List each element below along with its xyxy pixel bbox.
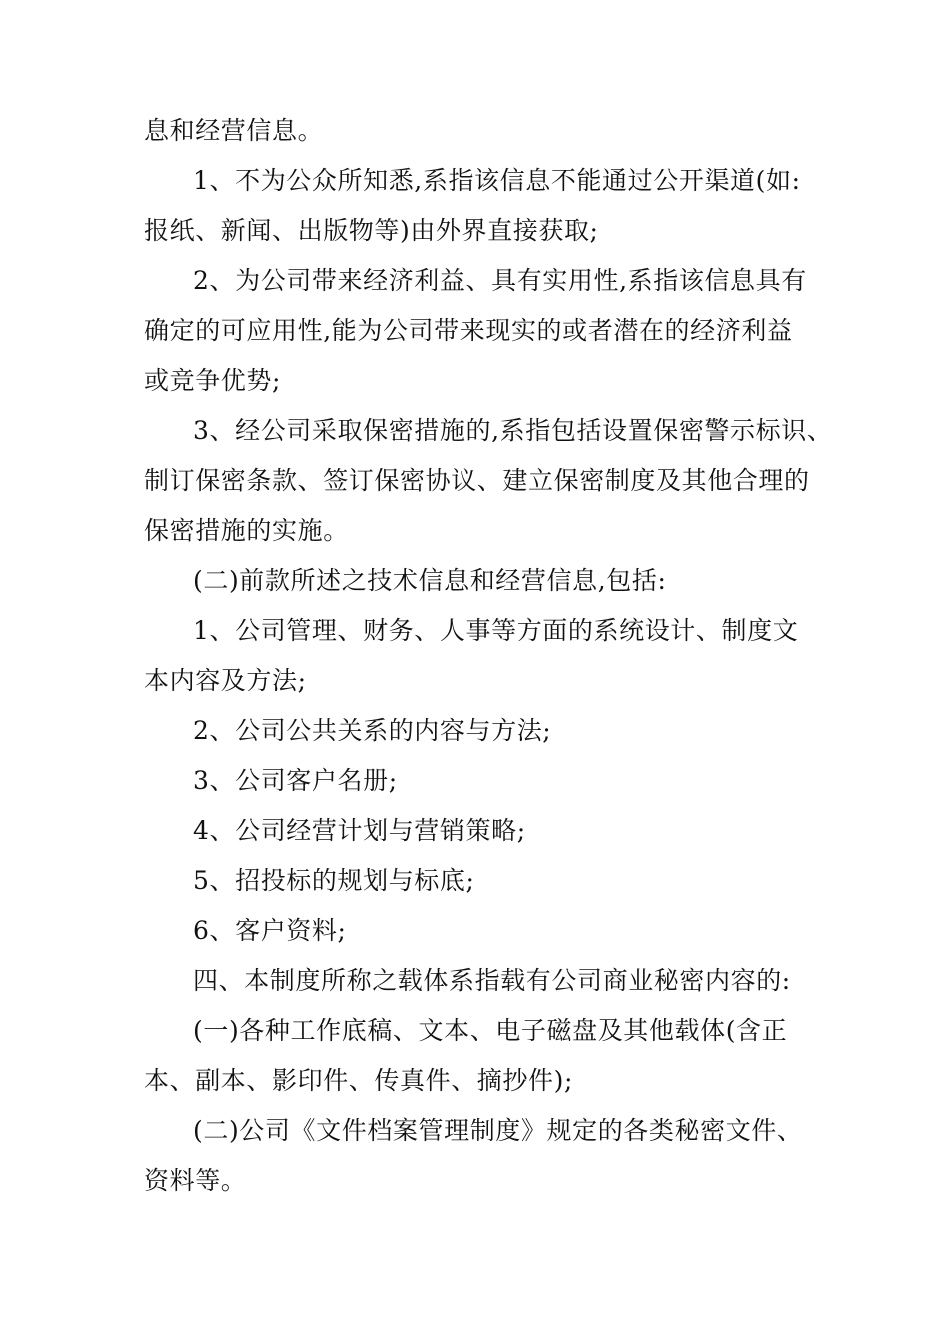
text-line: (一)各种工作底稿、文本、电子磁盘及其他载体(含正 <box>193 1016 788 1045</box>
text-line: 3、公司客户名册; <box>193 766 398 795</box>
text-line: 确定的可应用性,能为公司带来现实的或者潜在的经济利益 <box>144 316 793 345</box>
text-line: 息和经营信息。 <box>144 116 324 145</box>
text-line: 本、副本、影印件、传真件、摘抄件); <box>144 1066 573 1095</box>
text-line: 2、为公司带来经济利益、具有实用性,系指该信息具有 <box>193 266 807 295</box>
text-line: 4、公司经营计划与营销策略; <box>193 816 526 845</box>
text-line: 1、公司管理、财务、人事等方面的系统设计、制度文 <box>193 616 799 645</box>
text-line: 保密措施的实施。 <box>144 516 349 545</box>
text-line: 资料等。 <box>144 1166 247 1195</box>
text-line: 或竞争优势; <box>144 366 282 395</box>
text-line: (二)公司《文件档案管理制度》规定的各类秘密文件、 <box>193 1116 803 1145</box>
text-line: 6、客户资料; <box>193 916 347 945</box>
text-line: 2、公司公共关系的内容与方法; <box>193 716 552 745</box>
text-line: 5、招投标的规划与标底; <box>193 866 475 895</box>
text-line: 1、不为公众所知悉,系指该信息不能通过公开渠道(如: <box>193 166 801 195</box>
text-line: 3、经公司采取保密措施的,系指包括设置保密警示标识、 <box>193 416 833 445</box>
text-line: 制订保密条款、签订保密协议、建立保密制度及其他合理的 <box>144 466 810 495</box>
text-line: 四、本制度所称之载体系指载有公司商业秘密内容的: <box>193 966 791 995</box>
text-line: 本内容及方法; <box>144 666 307 695</box>
text-line: (二)前款所述之技术信息和经营信息,包括: <box>193 566 667 595</box>
text-line: 报纸、新闻、出版物等)由外界直接获取; <box>144 216 599 245</box>
